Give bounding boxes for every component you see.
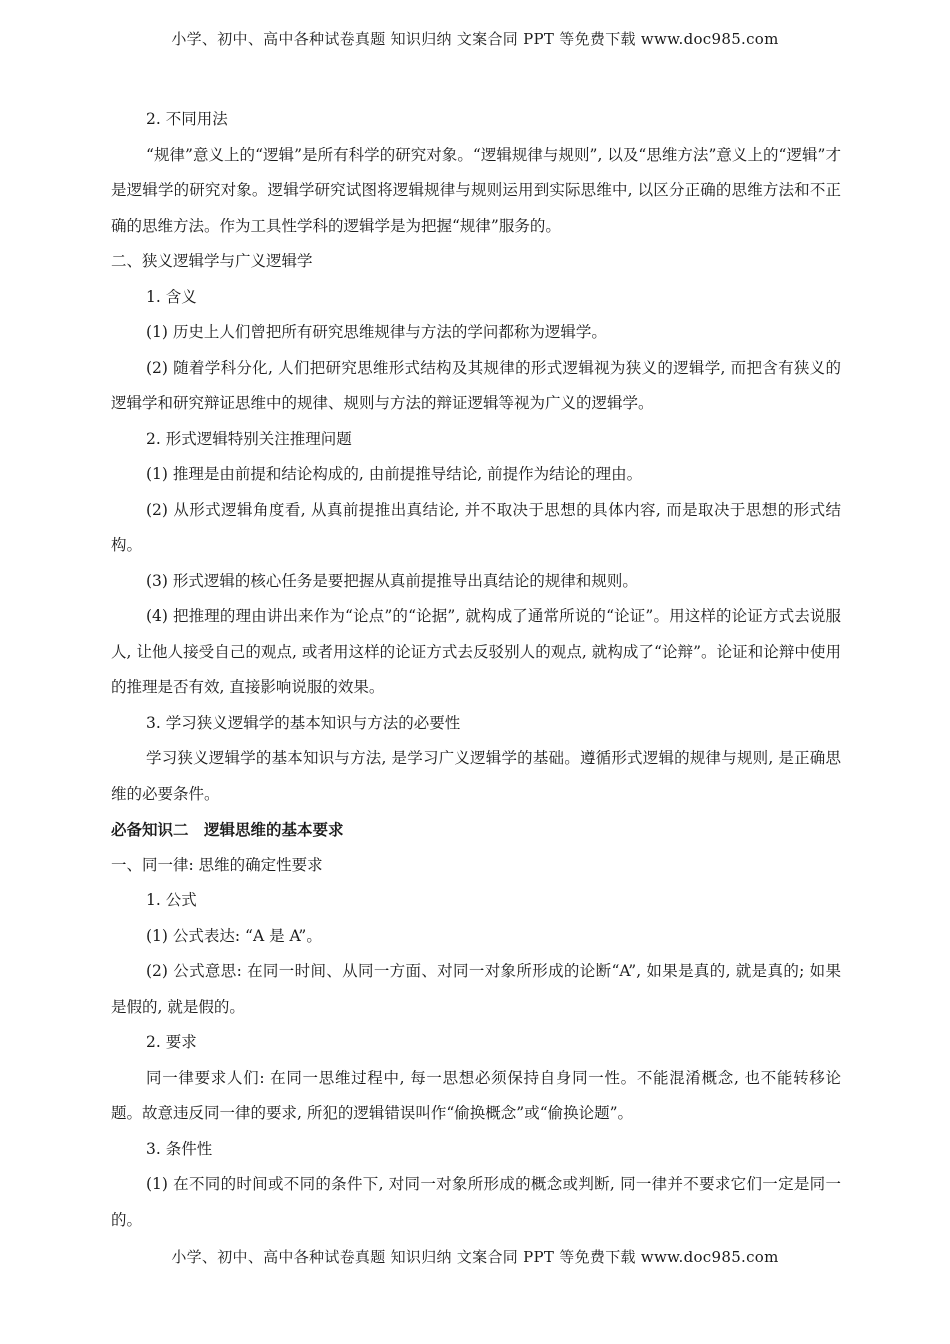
list-item-2: (2) 从形式逻辑角度看, 从真前提推出真结论, 并不取决于思想的具体内容, 而是取决于思想的形式结构。 — [111, 500, 841, 554]
paragraph-necessity: 学习狭义逻辑学的基本知识与方法, 是学习广义逻辑学的基础。遵循形式逻辑的规律与规则, 是正确思维的必要条件。 — [111, 749, 841, 803]
section-heading-law-of-identity: 一、同一律: 思维的确定性要求 — [111, 855, 323, 874]
list-item-1: (1) 历史上人们曾把所有研究思维规律与方法的学问都称为逻辑学。 — [146, 323, 607, 341]
list-item-1: (1) 公式表达: “A 是 A”。 — [146, 926, 322, 945]
page-footer: 小学、初中、高中各种试卷真题 知识归纳 文案合同 PPT 等免费下载 www.doc985.com — [171, 1248, 779, 1266]
list-item-2: (2) 随着学科分化, 人们把研究思维形式结构及其规律的形式逻辑视为狭义的逻辑学, 而把含有狭义的逻辑学和研究辩证思维中的规律、规则与方法的辩证逻辑等视为广义的逻辑学。 — [111, 358, 841, 412]
subheading-meaning: 1. 含义 — [146, 287, 197, 306]
subheading-necessity: 3. 学习狭义逻辑学的基本知识与方法的必要性 — [146, 713, 461, 732]
section-title-knowledge-two: 必备知识二 逻辑思维的基本要求 — [111, 820, 344, 839]
list-item-4: (4) 把推理的理由讲出来作为“论点”的“论据”, 就构成了通常所说的“论证”。用这样的论证方式去说服人, 让他人接受自己的观点, 或者用这样的论证方式去反驳别人的观点, 就构成了“论辩”。论证和论辩中使用的推理是否有效, 直接影响说服的效果。 — [111, 607, 841, 696]
list-item-3: (3) 形式逻辑的核心任务是要把握从真前提推导出真结论的规律和规则。 — [146, 571, 638, 590]
list-item-2: (2) 公式意思: 在同一时间、从同一方面、对同一对象所形成的论断“A”, 如果是真的, 就是真的; 如果是假的, 就是假的。 — [111, 962, 841, 1016]
page-header: 小学、初中、高中各种试卷真题 知识归纳 文案合同 PPT 等免费下载 www.doc985.com — [171, 30, 779, 48]
paragraph-logic-meanings: “规律”意义上的“逻辑”是所有科学的研究对象。“逻辑规律与规则”, 以及“思维方法”意义上的“逻辑”才是逻辑学的研究对象。逻辑学研究试图将逻辑规律与规则运用到实际思维中, 以区分正确的思维方法和不正确的思维方法。作为工具性学科的逻辑学是为把握“规律”服务的。 — [111, 145, 841, 235]
subheading-requirement: 2. 要求 — [146, 1033, 197, 1051]
subheading-reasoning: 2. 形式逻辑特别关注推理问题 — [146, 429, 352, 448]
subheading-conditionality: 3. 条件性 — [146, 1139, 213, 1158]
subheading-different-usage: 2. 不同用法 — [146, 110, 228, 128]
paragraph-requirement: 同一律要求人们: 在同一思维过程中, 每一思想必须保持自身同一性。不能混淆概念, 也不能转移论题。故意违反同一律的要求, 所犯的逻辑错误叫作“偷换概念”或“偷换论题”。 — [111, 1068, 841, 1122]
document-body — [111, 102, 841, 1238]
list-item-1: (1) 推理是由前提和结论构成的, 由前提推导结论, 前提作为结论的理由。 — [146, 465, 643, 483]
subheading-formula: 1. 公式 — [146, 891, 197, 909]
section-heading-narrow-broad-logic: 二、狭义逻辑学与广义逻辑学 — [111, 252, 313, 270]
list-item-1: (1) 在不同的时间或不同的条件下, 对同一对象所形成的概念或判断, 同一律并不要求它们一定是同一的。 — [111, 1175, 841, 1229]
